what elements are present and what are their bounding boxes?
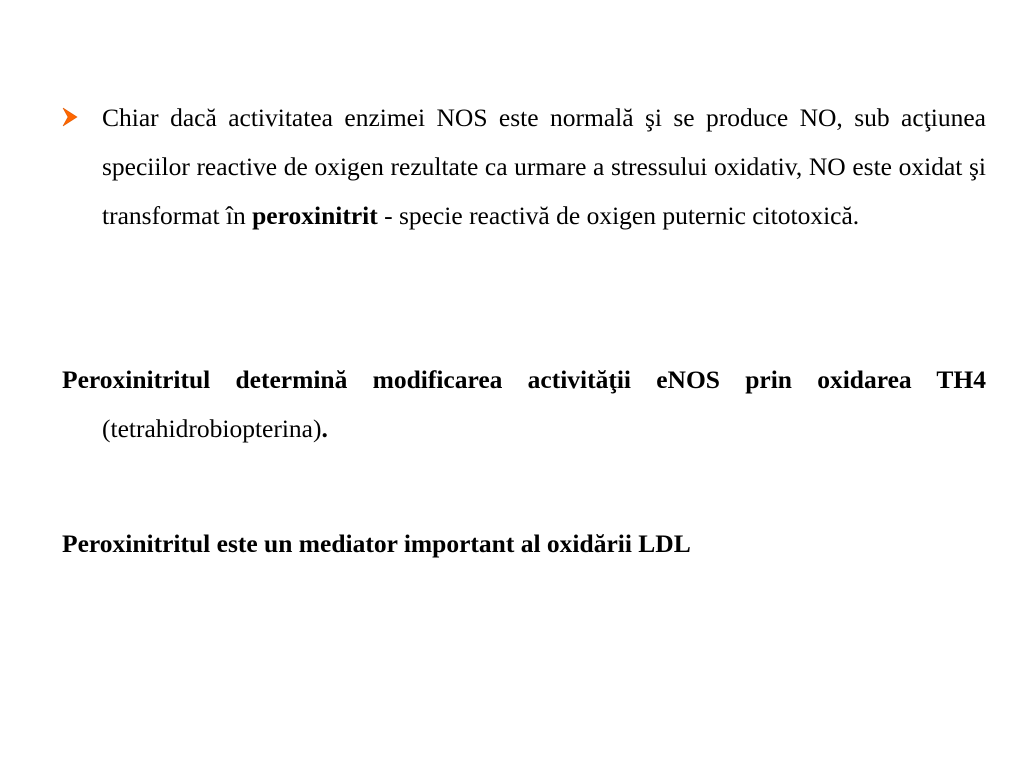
- bullet-text-part1: Chiar dacă activitatea enzimei NOS este normală şi se produce NO, sub acţiunea speciilor reactive de oxigen rezultate ca urmare a stressului oxidativ, NO este oxidat şi transformat în: [102, 103, 986, 230]
- paragraph-enos-normal: (tetrahidrobiopterina): [102, 414, 322, 443]
- arrowhead-bullet-icon: [62, 93, 102, 132]
- paragraph-enos-bold: Peroxinitritul determină modificarea activităţii eNOS prin oxidarea TH4: [62, 365, 986, 394]
- bullet-item: [62, 93, 986, 240]
- arrowhead-bullet-icon-shape: [62, 107, 78, 127]
- bullet-text-part2: - specie reactivă de oxigen puternic citotoxică.: [377, 201, 860, 230]
- bullet-bold-term: peroxinitrit: [252, 201, 378, 230]
- paragraph-enos: [62, 355, 986, 453]
- bullet-text: [102, 93, 986, 240]
- paragraph-enos-end: .: [321, 414, 328, 443]
- paragraph-ldl: Peroxinitritul este un mediator important al oxidării LDL: [62, 529, 691, 558]
